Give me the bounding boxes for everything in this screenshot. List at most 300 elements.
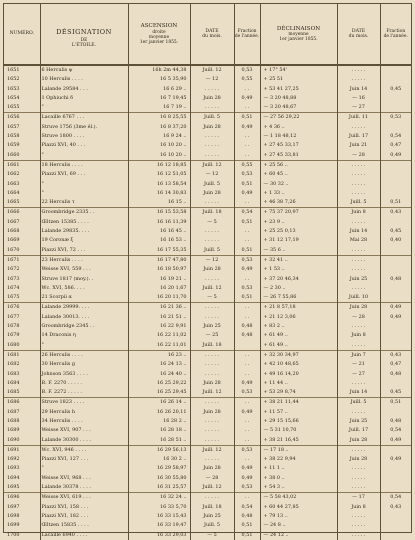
observation-date-2: . . . . . — [337, 284, 380, 293]
declination: + 23 9 .. — [260, 218, 337, 227]
observation-date-2: . . . . . — [337, 483, 380, 493]
right-ascension: 16 10 20 .. — [128, 151, 190, 161]
observation-date-2: . . . . . — [337, 75, 380, 84]
star-designation: Lacaille 6940 . . . . — [40, 531, 128, 540]
row-number: 1667 — [4, 218, 40, 227]
observation-date: — 5 — [190, 218, 234, 227]
year-fraction: 0,48 — [234, 512, 260, 521]
observation-date-2: — 28 — [337, 151, 380, 161]
observation-date: . . . . . — [190, 360, 234, 369]
observation-date-2: Juin 25 — [337, 417, 380, 426]
year-fraction-2: 0,45 — [390, 228, 402, 235]
table-row — [4, 360, 411, 369]
right-ascension: 16 33 29,03 — [128, 531, 190, 540]
declination: + 53 29 8,74 — [260, 388, 337, 398]
year-fraction-2: 0,48 — [390, 275, 402, 282]
row-number: 1678 — [4, 322, 40, 331]
observation-date: — 12 — [190, 255, 234, 265]
year-fraction-2 — [380, 341, 411, 351]
year-fraction-2 — [380, 512, 411, 521]
year-fraction-2: 0,49 — [390, 436, 402, 443]
observation-date-2: . . . . . — [337, 189, 380, 198]
star-designation: 19 Coronæ ξ — [40, 236, 128, 245]
year-fraction: 0,51 — [234, 293, 260, 303]
right-ascension: 16 7 19 .. — [128, 103, 190, 113]
row-number: 1680 — [4, 341, 40, 351]
row-number: 1653 — [4, 85, 40, 94]
row-number: 1679 — [4, 331, 40, 340]
star-designation: " — [40, 151, 128, 161]
header-numero: NUMÉRO. — [4, 4, 40, 65]
declination: + 38 21 11,44 — [260, 398, 337, 408]
observation-date: Juill. 18 — [190, 503, 234, 512]
table-row — [4, 151, 411, 161]
observation-date-2: . . . . . — [337, 65, 380, 75]
star-designation: 26 Herculis . . . . — [40, 350, 128, 360]
star-designation: B. F. 2272 . . . . . — [40, 388, 128, 398]
declination: + 27 45 33,81 — [260, 151, 337, 161]
observation-date: . . . . . — [190, 417, 234, 426]
right-ascension: 16 22 11,02 — [128, 331, 190, 340]
year-fraction-2: 0,43 — [380, 350, 411, 360]
star-designation: Struve 1800 . . . . — [40, 132, 128, 141]
table-row — [4, 417, 411, 426]
right-ascension: 16 5 35,90 — [128, 75, 190, 84]
observation-date-2: Juin 28 — [337, 436, 380, 446]
row-number: 1672 — [4, 265, 40, 274]
observation-date-2: Mai 28 — [337, 236, 380, 245]
star-designation: 23 Herculis . . . . — [40, 255, 128, 265]
row-number: 1671 — [4, 255, 40, 265]
row-number: 1665 — [4, 198, 40, 208]
year-fraction: . . — [234, 103, 260, 113]
row-number: 1684 — [4, 379, 40, 388]
right-ascension: 16 30 2 .. — [128, 455, 190, 464]
declination: + 25 51 — [260, 75, 337, 84]
star-designation: 6 Herculis ψ — [40, 65, 128, 75]
observation-date: . . . . . — [190, 350, 234, 360]
observation-date: Juin 28 — [190, 464, 234, 473]
declination: — 3 20 48,88 — [260, 94, 337, 103]
right-ascension: 16 14 30,83 — [128, 189, 190, 198]
year-fraction-2 — [380, 170, 411, 179]
table-row — [4, 85, 411, 94]
observation-date: . . . . . — [190, 103, 234, 113]
header-declinaison: DÉCLINAISON moyenne 1er janvier 1855. — [260, 4, 337, 65]
declination: — 3 20 48,67 — [260, 103, 337, 113]
observation-date: Juill. 5 — [190, 246, 234, 256]
right-ascension: 16 28 18 .. — [128, 426, 190, 435]
table-row — [4, 160, 411, 170]
year-fraction: 0,49 — [234, 123, 260, 132]
catalogue-page — [3, 3, 412, 538]
star-designation: Piazzi XVI, 182 . . . — [40, 512, 128, 521]
right-ascension: 16 22 11,01 — [128, 341, 190, 351]
star-designation: Œltzen 15385 . . . . — [40, 218, 128, 227]
declination: + 17° 54' — [260, 65, 337, 75]
observation-date: . . . . . — [190, 275, 234, 284]
observation-date: — 28 — [190, 474, 234, 483]
year-fraction: . . — [234, 198, 260, 208]
row-number: 1695 — [4, 483, 40, 493]
star-designation: 10 Herculis . . . . — [40, 75, 128, 84]
observation-date: . . . . . — [190, 455, 234, 464]
star-designation: Weisse XVI, 619 . . . — [40, 493, 128, 503]
observation-date-2: Juill. 17 — [337, 132, 380, 141]
right-ascension: 16 26 20,11 — [128, 408, 190, 417]
star-designation: Piazzi XVI, 69 . . . — [40, 170, 128, 179]
observation-date-2: Juin 21 — [337, 141, 380, 150]
table-row — [4, 322, 411, 331]
row-number: 1700 — [4, 531, 40, 540]
year-fraction: 0,49 — [234, 265, 260, 274]
declination: — 35 6 .. — [260, 246, 337, 256]
star-designation: 14 Draconis η — [40, 331, 128, 340]
observation-date: Juin 25 — [190, 322, 234, 331]
observation-date: — 12 — [190, 170, 234, 179]
row-number: 1691 — [4, 445, 40, 455]
row-number: 1663 — [4, 180, 40, 189]
declination: + 32 30 34,97 — [260, 350, 337, 360]
observation-date: Juill. 5 — [190, 180, 234, 189]
star-designation: 22 Herculis τ — [40, 198, 128, 208]
declination: + 75 37 20,97 — [260, 208, 337, 218]
star-designation: 30 Herculis g — [40, 360, 128, 369]
year-fraction: 0,53 — [234, 388, 260, 398]
table-row — [4, 436, 411, 446]
year-fraction-2: 0,40 — [390, 237, 402, 244]
right-ascension: 16 29 58,97 — [128, 464, 190, 473]
observation-date-2: . . . . . — [337, 531, 380, 540]
observation-date: — 5 — [190, 293, 234, 303]
year-fraction: . . — [234, 313, 260, 322]
table-row — [4, 379, 411, 388]
observation-date-2: Juin 8 — [337, 503, 380, 512]
right-ascension: 16 29 56,13 — [128, 445, 190, 455]
table-row — [4, 284, 411, 293]
year-fraction-2: 0,54 — [390, 133, 402, 140]
year-fraction: . . — [234, 360, 260, 369]
observation-date: Juill. 12 — [190, 445, 234, 455]
star-designation: Lalande 30300 . . . . — [40, 436, 128, 446]
year-fraction-2: 0,49 — [390, 151, 402, 158]
year-fraction: 0,53 — [234, 170, 260, 179]
star-designation: Struve 1823 . . . . — [40, 398, 128, 408]
year-fraction-2 — [380, 284, 411, 293]
year-fraction: 0,49 — [234, 474, 260, 483]
observation-date-2: Juin 14 — [337, 85, 380, 94]
observation-date: — 12 — [190, 75, 234, 84]
table-row — [4, 275, 411, 284]
header-designation: DÉSIGNATION DE L'ÉTOILE. — [40, 4, 128, 65]
table-row — [4, 370, 411, 379]
header-date: DATE du mois. — [190, 4, 234, 65]
table-row — [4, 208, 411, 218]
declination: + 38 22 9,94 — [260, 455, 337, 464]
right-ascension: 16 17 47,80 — [128, 255, 190, 265]
year-fraction-2 — [380, 293, 411, 303]
year-fraction-2 — [380, 75, 411, 84]
year-fraction-2 — [380, 474, 411, 483]
row-number: 1690 — [4, 436, 40, 446]
observation-date: . . . . . — [190, 141, 234, 150]
observation-date-2: . . . . . — [337, 474, 380, 483]
row-number: 1658 — [4, 132, 40, 141]
year-fraction: 0,55 — [234, 160, 260, 170]
header-ascension: ASCENSION droite moyenne 1er janvier 1855. — [128, 4, 190, 65]
table-row — [4, 141, 411, 150]
year-fraction: 0,49 — [234, 379, 260, 388]
observation-date-2: . . . . . — [337, 218, 380, 227]
header-date-2: DATE du mois. — [337, 4, 380, 65]
star-designation: 29 Herculis h — [40, 408, 128, 417]
star-designation: " — [40, 103, 128, 113]
star-designation: 34 Herculis . . . . — [40, 417, 128, 426]
row-number: 1685 — [4, 388, 40, 398]
year-fraction-2 — [380, 246, 411, 256]
year-fraction: . . — [234, 417, 260, 426]
table-row — [4, 474, 411, 483]
right-ascension: 16 25 29,22 — [128, 379, 190, 388]
observation-date: Juill. 12 — [190, 65, 234, 75]
table-row — [4, 455, 411, 464]
year-fraction: 0,48 — [234, 331, 260, 340]
table-row — [4, 388, 411, 398]
row-number: 1659 — [4, 141, 40, 150]
observation-date-2: Juin 8 — [337, 331, 380, 340]
year-fraction-2 — [380, 103, 411, 113]
year-fraction-2 — [380, 160, 411, 170]
right-ascension: 16 23 .. — [128, 350, 190, 360]
header-fraction: Fraction de l'année. — [234, 4, 260, 65]
year-fraction: 0,53 — [234, 483, 260, 493]
observation-date: . . . . . — [190, 198, 234, 208]
star-designation: 21 Scorpii α — [40, 293, 128, 303]
year-fraction-2: 0,54 — [380, 493, 411, 503]
year-fraction: . . — [234, 132, 260, 141]
right-ascension: 16 33 5,70 — [128, 503, 190, 512]
observation-date-2: . . . . . — [337, 379, 380, 388]
observation-date: . . . . . — [190, 436, 234, 446]
right-ascension: 16 19 21 .. — [128, 275, 190, 284]
observation-date-2: — 16 — [337, 94, 380, 103]
table-row — [4, 170, 411, 179]
star-designation: Lalande 29999. . . . — [40, 303, 128, 313]
year-fraction: 0,51 — [234, 218, 260, 227]
declination: + 21 8 57,18 — [260, 303, 337, 313]
star-designation: " — [40, 180, 128, 189]
table-row — [4, 493, 411, 503]
observation-date-2: . . . . . — [337, 180, 380, 189]
declination: — 17 18 .. — [260, 445, 337, 455]
right-ascension: 16 8 25,55 — [128, 113, 190, 123]
observation-date-2: — 27 — [337, 370, 380, 379]
year-fraction-2 — [380, 531, 411, 540]
star-designation: Weisse XVI, 559 . . . — [40, 265, 128, 274]
observation-date-2: Juin 28 — [337, 303, 380, 313]
observation-date-2: Juin 14 — [337, 227, 380, 236]
observation-date: Juin 28 — [190, 123, 234, 132]
declination: — 1 18 48,12 — [260, 132, 337, 141]
observation-date-2: Juill. 10 — [337, 293, 380, 303]
star-designation: 18 Herculis . . . . — [40, 160, 128, 170]
row-number: 1683 — [4, 370, 40, 379]
star-designation: Lalande 30378 . . . . — [40, 483, 128, 493]
table-row — [4, 189, 411, 198]
right-ascension: 16 16 11,39 — [128, 218, 190, 227]
year-fraction: . . — [234, 236, 260, 245]
year-fraction-2 — [380, 379, 411, 388]
year-fraction: . . — [234, 275, 260, 284]
declination: + 29 15 15,66 — [260, 417, 337, 426]
year-fraction: . . — [234, 151, 260, 161]
table-row — [4, 313, 411, 322]
right-ascension: 16 24 40 .. — [128, 370, 190, 379]
year-fraction: 0,51 — [234, 113, 260, 123]
row-number: 1674 — [4, 284, 40, 293]
observation-date: Juill. 12 — [190, 284, 234, 293]
right-ascension: 16 21 51 .. — [128, 313, 190, 322]
right-ascension: 16 31 25,57 — [128, 483, 190, 493]
observation-date: Juill. 5 — [190, 521, 234, 530]
declination: + 83 2 .. — [260, 322, 337, 331]
year-fraction-2: 0,51 — [380, 398, 411, 408]
table-row — [4, 132, 411, 141]
observation-date: . . . . . — [190, 493, 234, 503]
right-ascension: 16 10 20 .. — [128, 141, 190, 150]
observation-date-2: . . . . . — [337, 170, 380, 179]
star-catalogue-table — [4, 4, 411, 540]
observation-date-2: — 21 — [337, 360, 380, 369]
row-number: 1689 — [4, 426, 40, 435]
table-row — [4, 398, 411, 408]
right-ascension: 16 12 18,85 — [128, 160, 190, 170]
year-fraction-2 — [380, 265, 411, 274]
table-row — [4, 503, 411, 512]
right-ascension: 16 7 19,45 — [128, 94, 190, 103]
year-fraction-2: 0,47 — [390, 142, 402, 149]
year-fraction: . . — [234, 303, 260, 313]
declination: + 27 45 33,17 — [260, 141, 337, 150]
right-ascension: 16 22 9,91 — [128, 322, 190, 331]
declination: + 49 16 14,20 — [260, 370, 337, 379]
row-number: 1662 — [4, 170, 40, 179]
table-row — [4, 227, 411, 236]
year-fraction-2 — [380, 331, 411, 340]
observation-date-2: . . . . . — [337, 246, 380, 256]
right-ascension: 16 28 2 .. — [128, 417, 190, 426]
table-row — [4, 408, 411, 417]
declination: + 25 56 .. — [260, 160, 337, 170]
observation-date-2: Juill. 5 — [337, 398, 380, 408]
observation-date-2: . . . . . — [337, 512, 380, 521]
star-designation: " — [40, 464, 128, 473]
right-ascension: 16 9 24 .. — [128, 132, 190, 141]
year-fraction-2: 0,45 — [390, 85, 402, 92]
year-fraction-2: 0,49 — [380, 303, 411, 313]
table-row — [4, 65, 411, 75]
row-number: 1669 — [4, 236, 40, 245]
observation-date: . . . . . — [190, 313, 234, 322]
table-row — [4, 464, 411, 473]
observation-date-2: Juill. 11 — [337, 113, 380, 123]
row-number: 1652 — [4, 75, 40, 84]
observation-date: Juin 28 — [190, 265, 234, 274]
header-fraction-2: Fraction de l'année. — [380, 4, 411, 65]
row-number: 1661 — [4, 160, 40, 170]
observation-date-2: Juin 28 — [337, 455, 380, 464]
star-designation: Struve 1817 (moy.). . — [40, 275, 128, 284]
row-number: 1682 — [4, 360, 40, 369]
year-fraction-2: 0,49 — [390, 313, 402, 320]
header-row — [4, 4, 411, 65]
declination: + 25 25 0,13 — [260, 227, 337, 236]
observation-date: Juill. 12 — [190, 483, 234, 493]
row-number: 1698 — [4, 512, 40, 521]
right-ascension: 16 16 53 .. — [128, 236, 190, 245]
observation-date-2: . . . . . — [337, 445, 380, 455]
observation-date: . . . . . — [190, 227, 234, 236]
row-number: 1675 — [4, 293, 40, 303]
declination: — 5 31 10,70 — [260, 426, 337, 435]
year-fraction: 0,54 — [234, 503, 260, 512]
star-designation: Piazzi XVI, 158 . . . — [40, 503, 128, 512]
row-number: 1666 — [4, 208, 40, 218]
right-ascension: 16 26 14 .. — [128, 398, 190, 408]
declination: — 26 7 55,86 — [260, 293, 337, 303]
year-fraction-2 — [380, 123, 411, 132]
declination: — 2 30 .. — [260, 284, 337, 293]
year-fraction: . . — [234, 436, 260, 446]
observation-date: Juill. 12 — [190, 388, 234, 398]
right-ascension: 16 12 51,05 — [128, 170, 190, 179]
observation-date-2: Juin 14 — [337, 388, 380, 398]
star-designation: Lalande 30013. . . . — [40, 313, 128, 322]
row-number: 1687 — [4, 408, 40, 417]
table-body — [4, 65, 411, 540]
star-designation: Lacaille 6767 . . . — [40, 113, 128, 123]
declination: + 60 44 27,85 — [260, 503, 337, 512]
declination: + 61 49 .. — [260, 341, 337, 351]
observation-date: . . . . . — [190, 398, 234, 408]
observation-date: Juill. 12 — [190, 160, 234, 170]
year-fraction-2 — [380, 464, 411, 473]
row-number: 1688 — [4, 417, 40, 426]
year-fraction: 0,55 — [234, 75, 260, 84]
table-row — [4, 75, 411, 84]
table-row — [4, 236, 411, 245]
year-fraction: 0,51 — [234, 180, 260, 189]
declination: + 11 1 .. — [260, 464, 337, 473]
year-fraction: . . — [234, 350, 260, 360]
observation-date: . . . . . — [190, 303, 234, 313]
observation-date: Juin 28 — [190, 189, 234, 198]
table-row — [4, 103, 411, 113]
year-fraction-2 — [380, 445, 411, 455]
declination: + 46 38 7,26 — [260, 198, 337, 208]
year-fraction-2 — [380, 483, 411, 493]
declination: — 5 58 43,02 — [260, 493, 337, 503]
right-ascension: 16 28 51 .. — [128, 436, 190, 446]
year-fraction: 0,49 — [234, 94, 260, 103]
right-ascension: 16 25 29,45 — [128, 388, 190, 398]
observation-date-2: . . . . . — [337, 265, 380, 274]
right-ascension: 16h 2m 44,38 — [128, 65, 190, 75]
declination: + 32 41 .. — [260, 255, 337, 265]
year-fraction: 0,53 — [234, 445, 260, 455]
declination: + 37 20 46,34 — [260, 275, 337, 284]
year-fraction: . . — [234, 426, 260, 435]
